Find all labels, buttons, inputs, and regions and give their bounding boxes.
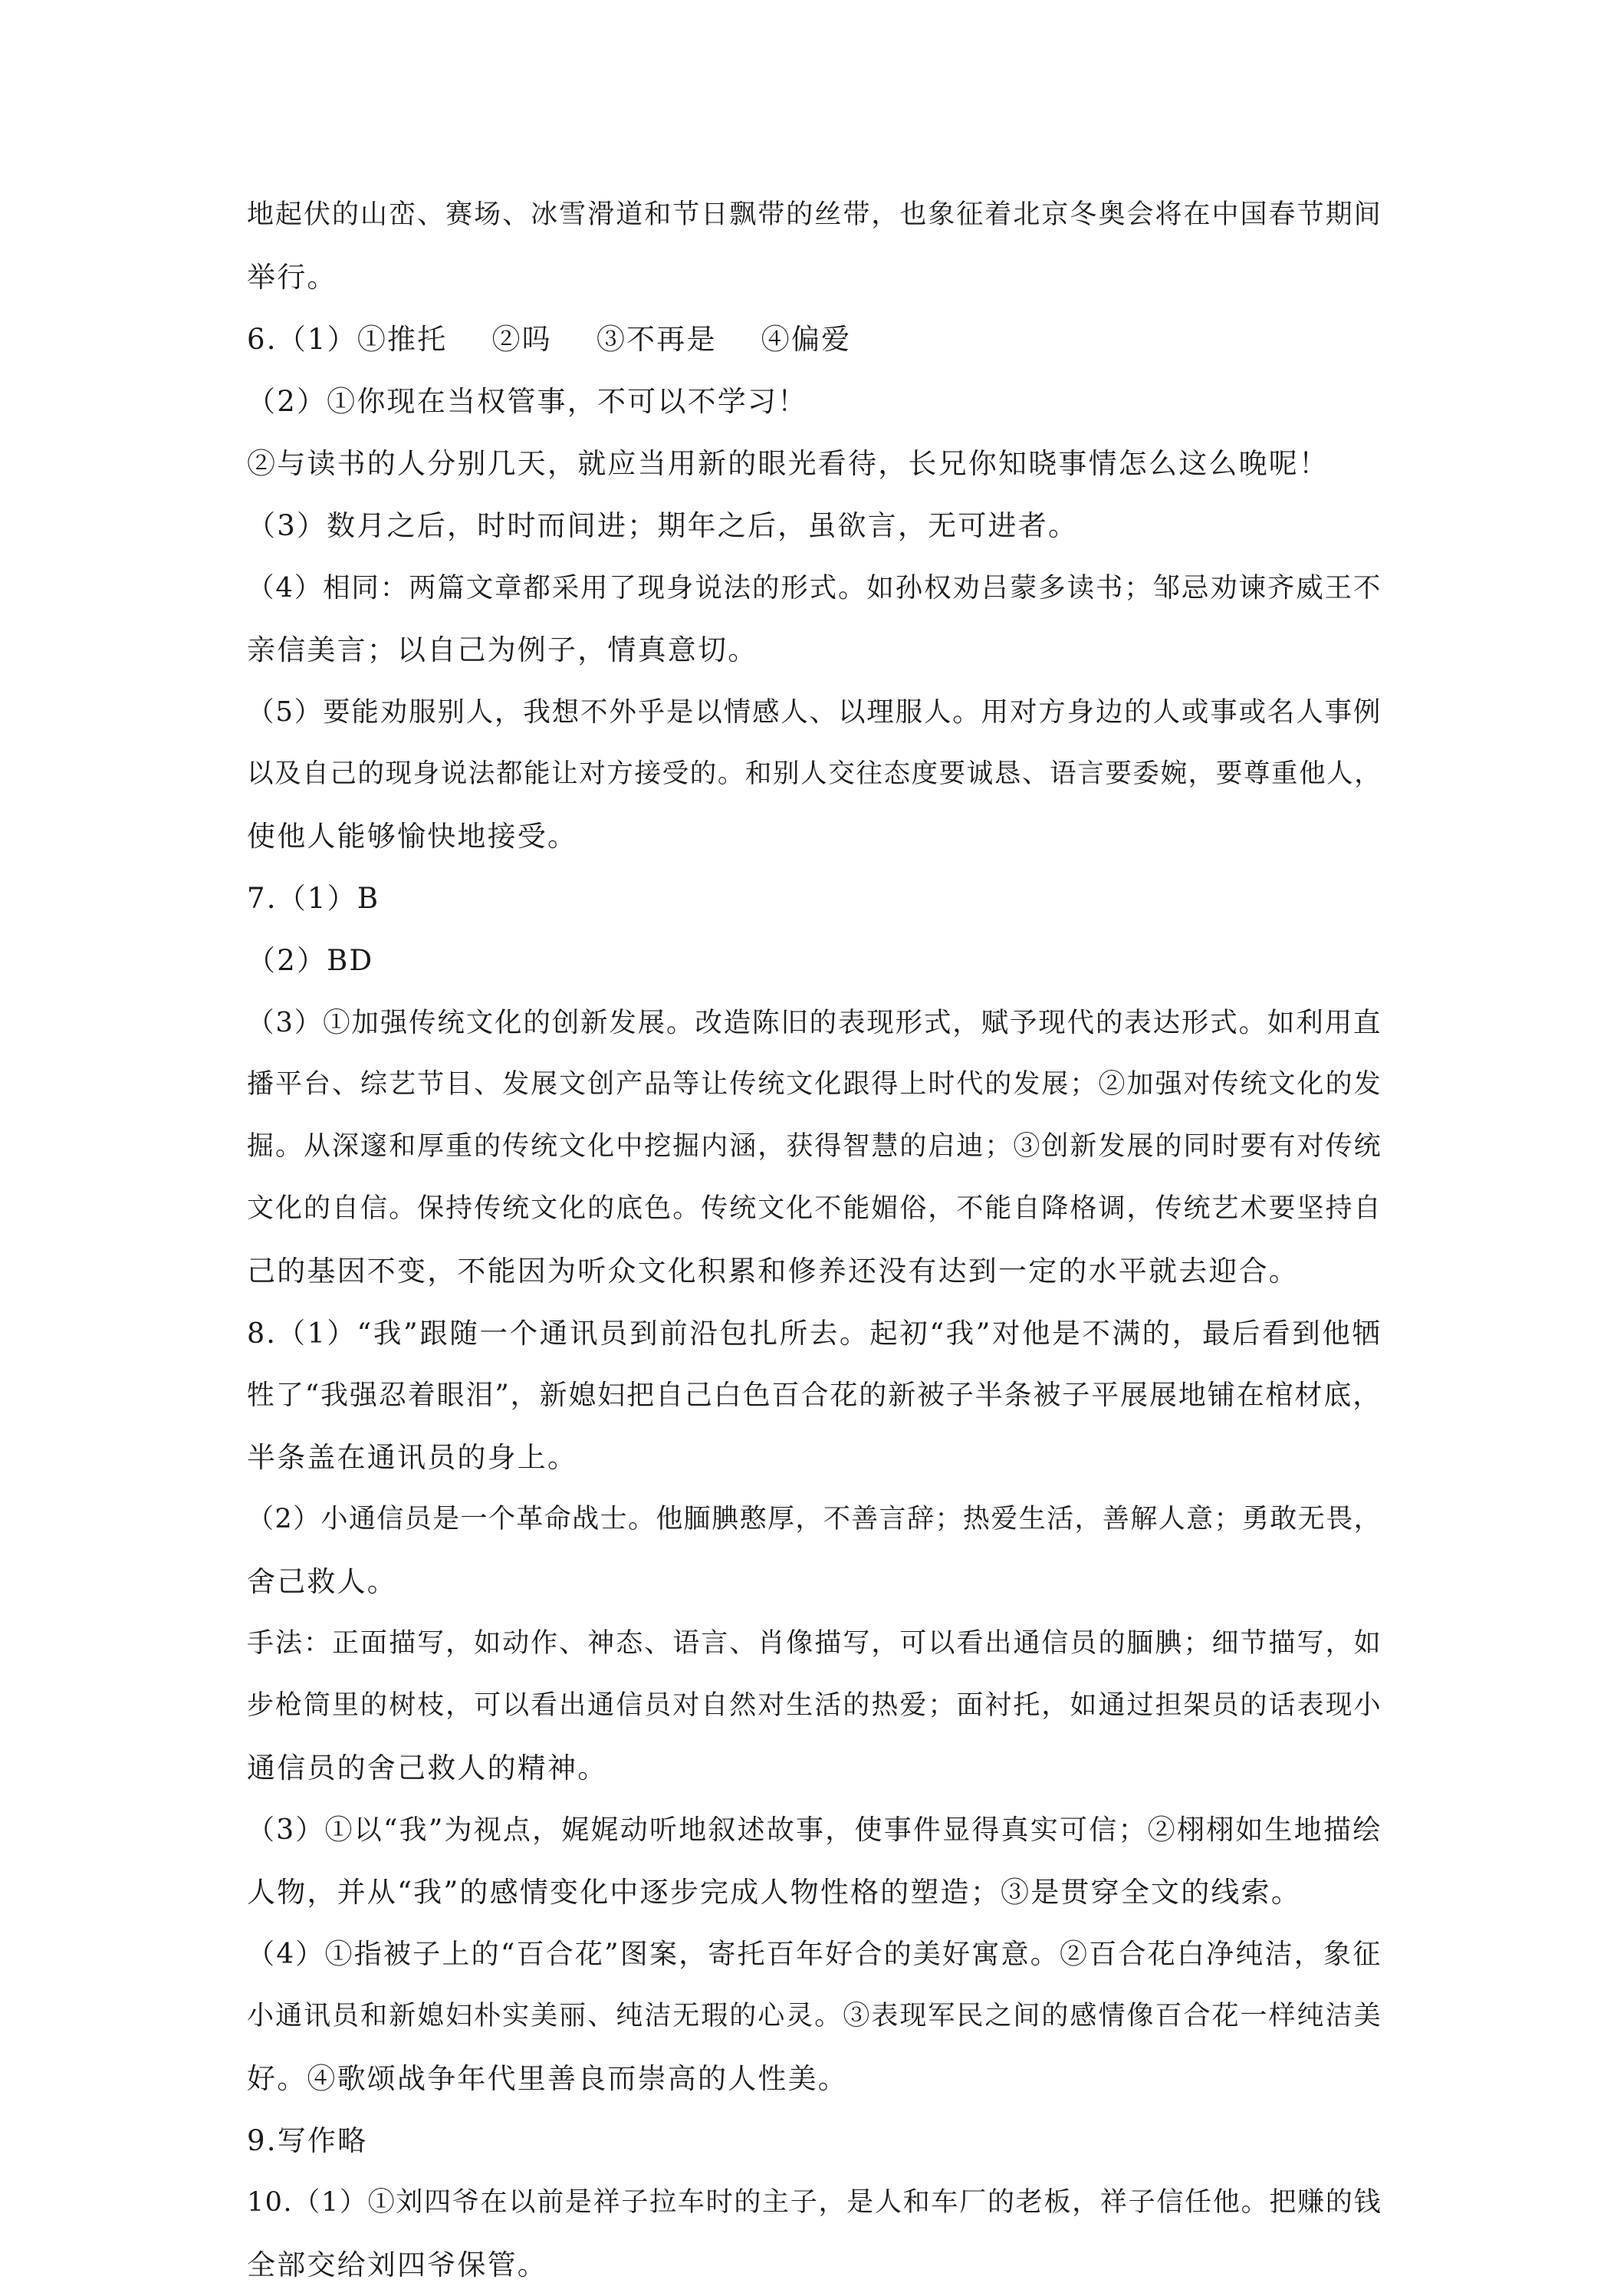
text-line: 舍己救人。 (247, 1565, 397, 1598)
text-line: 人物，并从“我”的感情变化中逐步完成人物性格的塑造；③是贯穿全文的线索。 (247, 1876, 1302, 1909)
text-line: （3）①加强传统文化的创新发展。改造陈旧的表现形式，赋予现代的表达形式。如利用直 (247, 1007, 1382, 1038)
text-line: 9.写作略 (247, 2124, 368, 2157)
answer-part: ④偏爱 (761, 323, 852, 356)
text-line: 步枪筒里的树枝，可以看出通信员对自然对生活的热爱；面衬托，如通过担架员的话表现小 (247, 1690, 1382, 1721)
text-line: 好。④歌颂战争年代里善良而崇高的人性美。 (247, 2062, 848, 2095)
text-line: （2）小通信员是一个革命战士。他腼腆憨厚，不善言辞；热爱生活，善解人意；勇敢无畏， (247, 1504, 1382, 1535)
text-line: 牲了“我强忍着眼泪”，新媳妇把自己白色百合花的新被子半条被子平展展地铺在棺材底， (247, 1380, 1382, 1411)
answer-6-1-line (247, 308, 1382, 370)
text-line: 地起伏的山峦、赛场、冰雪滑道和节日飘带的丝带，也象征着北京冬奥会将在中国春节期间 (247, 199, 1382, 230)
text-line: （4）①指被子上的“百合花”图案，寄托百年好合的美好寓意。②百合花白净纯洁，象征 (247, 1939, 1382, 1970)
answer-document (247, 184, 1382, 2296)
text-line: 半条盖在通讯员的身上。 (247, 1441, 578, 1474)
text-line: （2）BD (247, 944, 374, 977)
text-line: 以及自己的现身说法都能让对方接受的。和别人交往态度要诚恳、语言要委婉，要尊重他人， (247, 758, 1382, 789)
text-line: 播平台、综艺节目、发展文创产品等让传统文化跟得上时代的发展；②加强对传统文化的发 (247, 1069, 1382, 1100)
text-line: 举行。 (247, 261, 337, 294)
text-line: 使他人能够愉快地接受。 (247, 820, 578, 853)
text-line: （3）数月之后，时时而间进；期年之后，虽欲言，无可进者。 (247, 509, 1079, 542)
text-line: 亲信美言；以自己为例子，情真意切。 (247, 633, 758, 666)
answer-part: ③不再是 (596, 323, 717, 356)
text-line: ②与读书的人分别几天，就应当用新的眼光看待，长兄你知晓事情怎么这么晚呢！ (247, 447, 1329, 480)
text-line: 文化的自信。保持传统文化的底色。传统文化不能媚俗，不能自降格调，传统艺术要坚持自 (247, 1193, 1382, 1224)
text-line: 手法：正面描写，如动作、神态、语言、肖像描写，可以看出通信员的腼腆；细节描写，如 (247, 1628, 1382, 1659)
text-line: 小通讯员和新媳妇朴实美丽、纯洁无瑕的心灵。③表现军民之间的感情像百合花一样纯洁美 (247, 2001, 1382, 2031)
text-line: （5）要能劝服别人，我想不外乎是以情感人、以理服人。用对方身边的人或事或名人事例 (247, 696, 1382, 728)
text-line: 全部交给刘四爷保管。 (247, 2248, 547, 2281)
text-line: （2）①你现在当权管事，不可以不学习！ (247, 385, 808, 418)
text-line: 8.（1）“我”跟随一个通讯员到前沿包扎所去。起初“我”对他是不满的，最后看到他牺 (247, 1317, 1382, 1350)
text-line: 10.（1）①刘四爷在以前是祥子拉车时的主子，是人和车厂的老板，祥子信任他。把赚的钱 (247, 2187, 1382, 2218)
text-line: （4）相同：两篇文章都采用了现身说法的形式。如孙权劝吕蒙多读书；邹忌劝谏齐威王不 (247, 572, 1382, 604)
text-line: 通信员的舍己救人的精神。 (247, 1752, 608, 1784)
text-line: （3）①以“我”为视点，娓娓动听地叙述故事，使事件显得真实可信；②栩栩如生地描绘 (247, 1814, 1382, 1846)
answer-part: 6.（1）①推托 (247, 323, 448, 356)
text-line: 己的基因不变，不能因为听众文化积累和修养还没有达到一定的水平就去迎合。 (247, 1255, 1299, 1288)
answer-part: ②吗 (491, 323, 552, 356)
text-line: 掘。从深邃和厚重的传统文化中挖掘内涵，获得智慧的启迪；③创新发展的同时要有对传统 (247, 1131, 1382, 1162)
text-line: 7.（1）B (247, 882, 380, 915)
